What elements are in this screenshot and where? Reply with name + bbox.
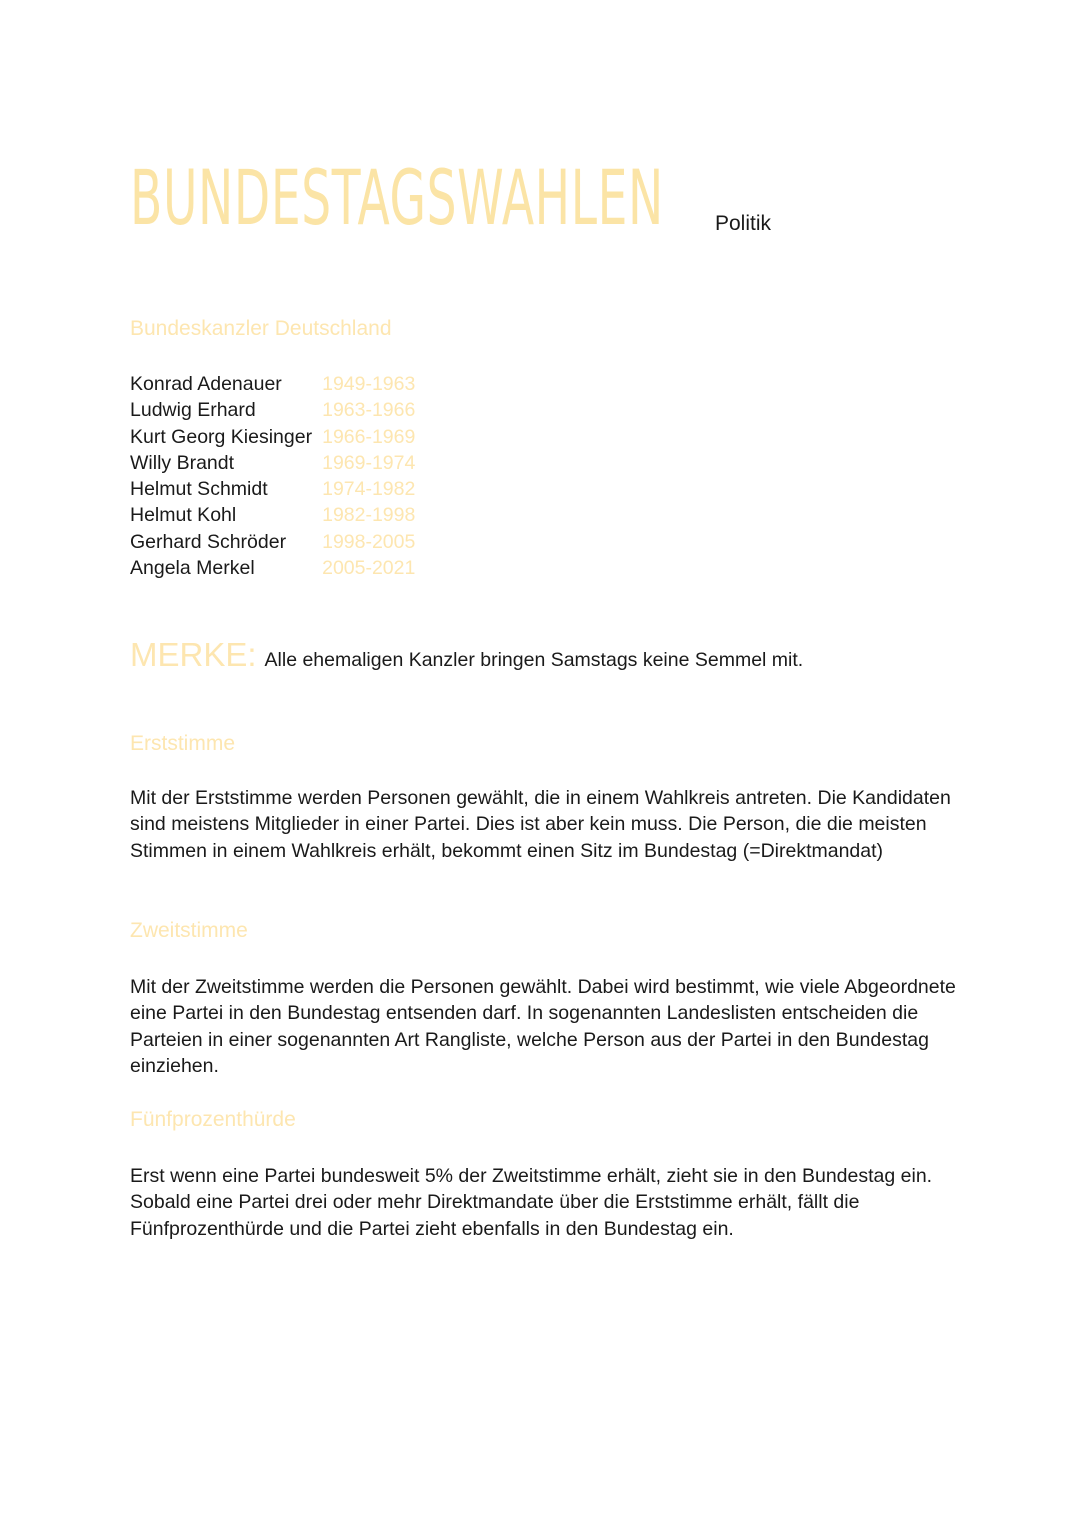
zweitstimme-text: Mit der Zweitstimme werden die Personen gewählt. Dabei wird bestimmt, wie viele Abgeordnete eine Partei in den Bundestag entsenden darf. In sogenannten Landeslisten entscheiden die Parteien in einer sogenannten Art Rangliste, welche Person aus der Partei in den Bundestag einziehen. [130, 976, 956, 1077]
chancellor-name: Helmut Schmidt [130, 478, 268, 501]
table-row [130, 450, 415, 476]
page-title: BUNDESTAGSWAHLEN [130, 153, 664, 242]
chancellor-name: Kurt Georg Kiesinger [130, 425, 313, 448]
chancellor-name: Gerhard Schröder [130, 530, 287, 553]
table-row [130, 502, 415, 528]
chancellor-name: Ludwig Erhard [130, 399, 256, 422]
title-row [130, 150, 771, 246]
chancellor-years: 1969-1974 [322, 451, 416, 474]
erststimme-heading: Erststimme [130, 732, 235, 755]
subject-label: Politik [715, 212, 772, 235]
chancellor-years: 1974-1982 [322, 478, 416, 501]
chancellor-name: Angela Merkel [130, 557, 255, 580]
chancellor-name: Konrad Adenauer [130, 373, 282, 395]
table-row [130, 476, 415, 502]
fuenfprozent-heading: Fünfprozenthürde [130, 1108, 296, 1131]
chancellor-years: 1949-1963 [322, 373, 416, 395]
chancellor-years: 1982-1998 [322, 504, 416, 527]
chancellor-name: Willy Brandt [130, 451, 235, 474]
merke-note [130, 636, 803, 674]
fuenfprozent-text: Erst wenn eine Partei bundesweit 5% der Zweitstimme erhält, zieht sie in den Bundestag ein. Sobald eine Partei drei oder mehr Direktmandate über die Erststimme erhält, fällt die Fünfprozenthürde und die Partei zieht ebenfalls in den Bundestag ein. [130, 1165, 933, 1240]
table-row [130, 555, 415, 581]
merke-label: MERKE: [130, 636, 257, 673]
zweitstimme-heading: Zweitstimme [130, 919, 248, 942]
erststimme-text: Mit der Erststimme werden Personen gewählt, die in einem Wahlkreis antreten. Die Kandidaten sind meistens Mitglieder in einer Partei. Dies ist aber kein muss. Die Person, die die meisten Stimmen in einem Wahlkreis erhält, bekommt einen Sitz im Bundestag (=Direktmandat) [130, 787, 951, 862]
table-row [130, 529, 415, 555]
chancellor-name: Helmut Kohl [130, 504, 237, 527]
chancellor-years: 1998-2005 [322, 530, 416, 553]
chancellor-years: 2005-2021 [322, 557, 416, 580]
chancellor-years: 1966-1969 [322, 425, 416, 448]
table-row [130, 371, 415, 397]
table-row [130, 397, 415, 423]
merke-text: Alle ehemaligen Kanzler bringen Samstags keine Semmel mit. [264, 649, 804, 671]
chancellors-heading: Bundeskanzler Deutschland [130, 317, 392, 340]
chancellor-years: 1963-1966 [322, 399, 416, 422]
chancellors-table [130, 371, 415, 581]
table-row [130, 424, 415, 450]
